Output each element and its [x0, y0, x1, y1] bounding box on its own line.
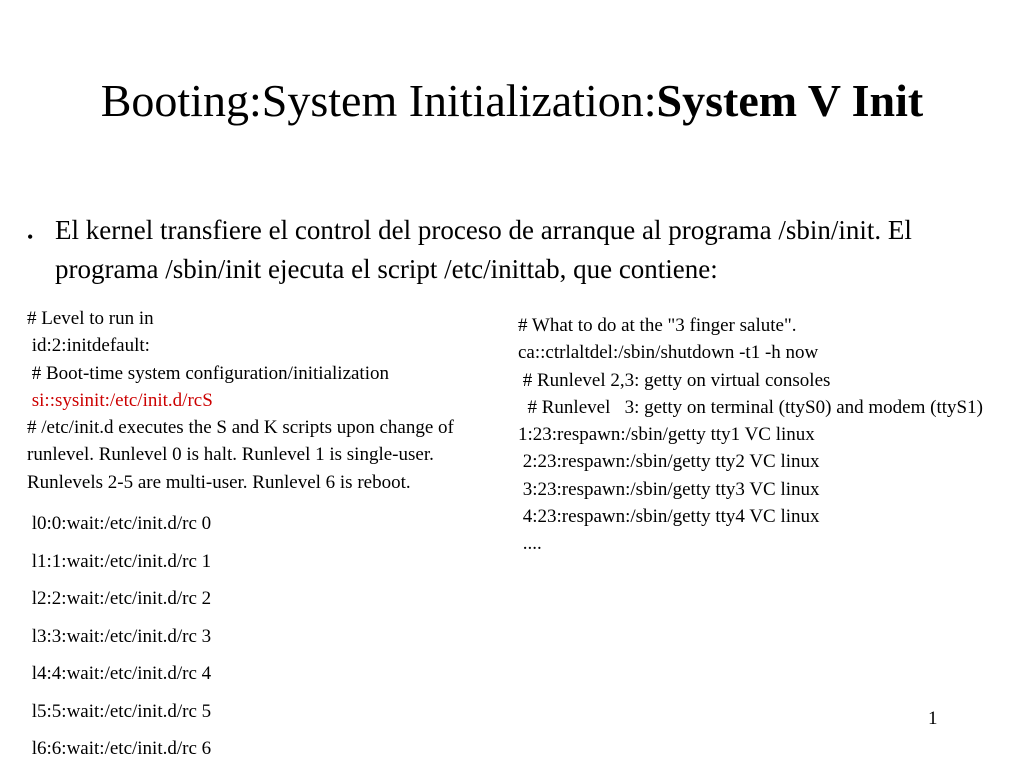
title-regular: Booting:System Initialization:: [100, 75, 657, 126]
getty-line: 1:23:respawn:/sbin/getty tty1 VC linux: [518, 424, 815, 446]
bullet-text: El kernel transfiere el control del proceso de arranque al programa /sbin/init. El programa /sbin/init ejecuta el script /etc/inittab, que contiene:: [55, 215, 912, 284]
slide-title: [0, 72, 1024, 129]
config-line: # Level to run in: [27, 308, 154, 329]
rc-line: l5:5:wait:/etc/init.d/rc 5: [27, 700, 212, 722]
config-line: ca::ctrlaltdel:/sbin/shutdown -t1 -h now: [518, 342, 819, 364]
ellipsis-line: ....: [518, 533, 542, 555]
rc-lines-list: [27, 505, 510, 768]
config-line: # Runlevel 3: getty on terminal (ttyS0) and modem (ttyS1): [518, 396, 983, 418]
inittab-right-column: [518, 312, 1018, 558]
inittab-left-column: [27, 305, 510, 768]
page-number: 1: [928, 708, 938, 729]
rc-line: l2:2:wait:/etc/init.d/rc 2: [27, 588, 212, 610]
bullet-marker: •: [27, 227, 34, 247]
config-line: # Boot-time system configuration/initialization: [27, 362, 389, 384]
rc-line: l6:6:wait:/etc/init.d/rc 6: [27, 738, 212, 760]
config-line: id:2:initdefault:: [27, 335, 150, 357]
rc-line: l1:1:wait:/etc/init.d/rc 1: [27, 550, 212, 572]
config-line: # Runlevel 2,3: getty on virtual consoles: [518, 369, 831, 391]
getty-line: 2:23:respawn:/sbin/getty tty2 VC linux: [518, 451, 820, 473]
rc-line: l0:0:wait:/etc/init.d/rc 0: [27, 513, 212, 535]
rc-line: l3:3:wait:/etc/init.d/rc 3: [27, 625, 212, 647]
runlevel-comment: # /etc/init.d executes the S and K scripts upon change of runlevel. Runlevel 0 is halt. Runlevel 1 is single-user. Runlevels 2-5 are multi-user. Runlevel 6 is reboot.: [27, 417, 454, 493]
title-bold: System V Init: [656, 75, 924, 126]
sysinit-line-highlighted: si::sysinit:/etc/init.d/rcS: [27, 389, 213, 411]
getty-line: 4:23:respawn:/sbin/getty tty4 VC linux: [518, 506, 820, 528]
getty-line: 3:23:respawn:/sbin/getty tty3 VC linux: [518, 478, 820, 500]
config-line: # What to do at the "3 finger salute".: [518, 315, 797, 336]
rc-line: l4:4:wait:/etc/init.d/rc 4: [27, 663, 212, 685]
